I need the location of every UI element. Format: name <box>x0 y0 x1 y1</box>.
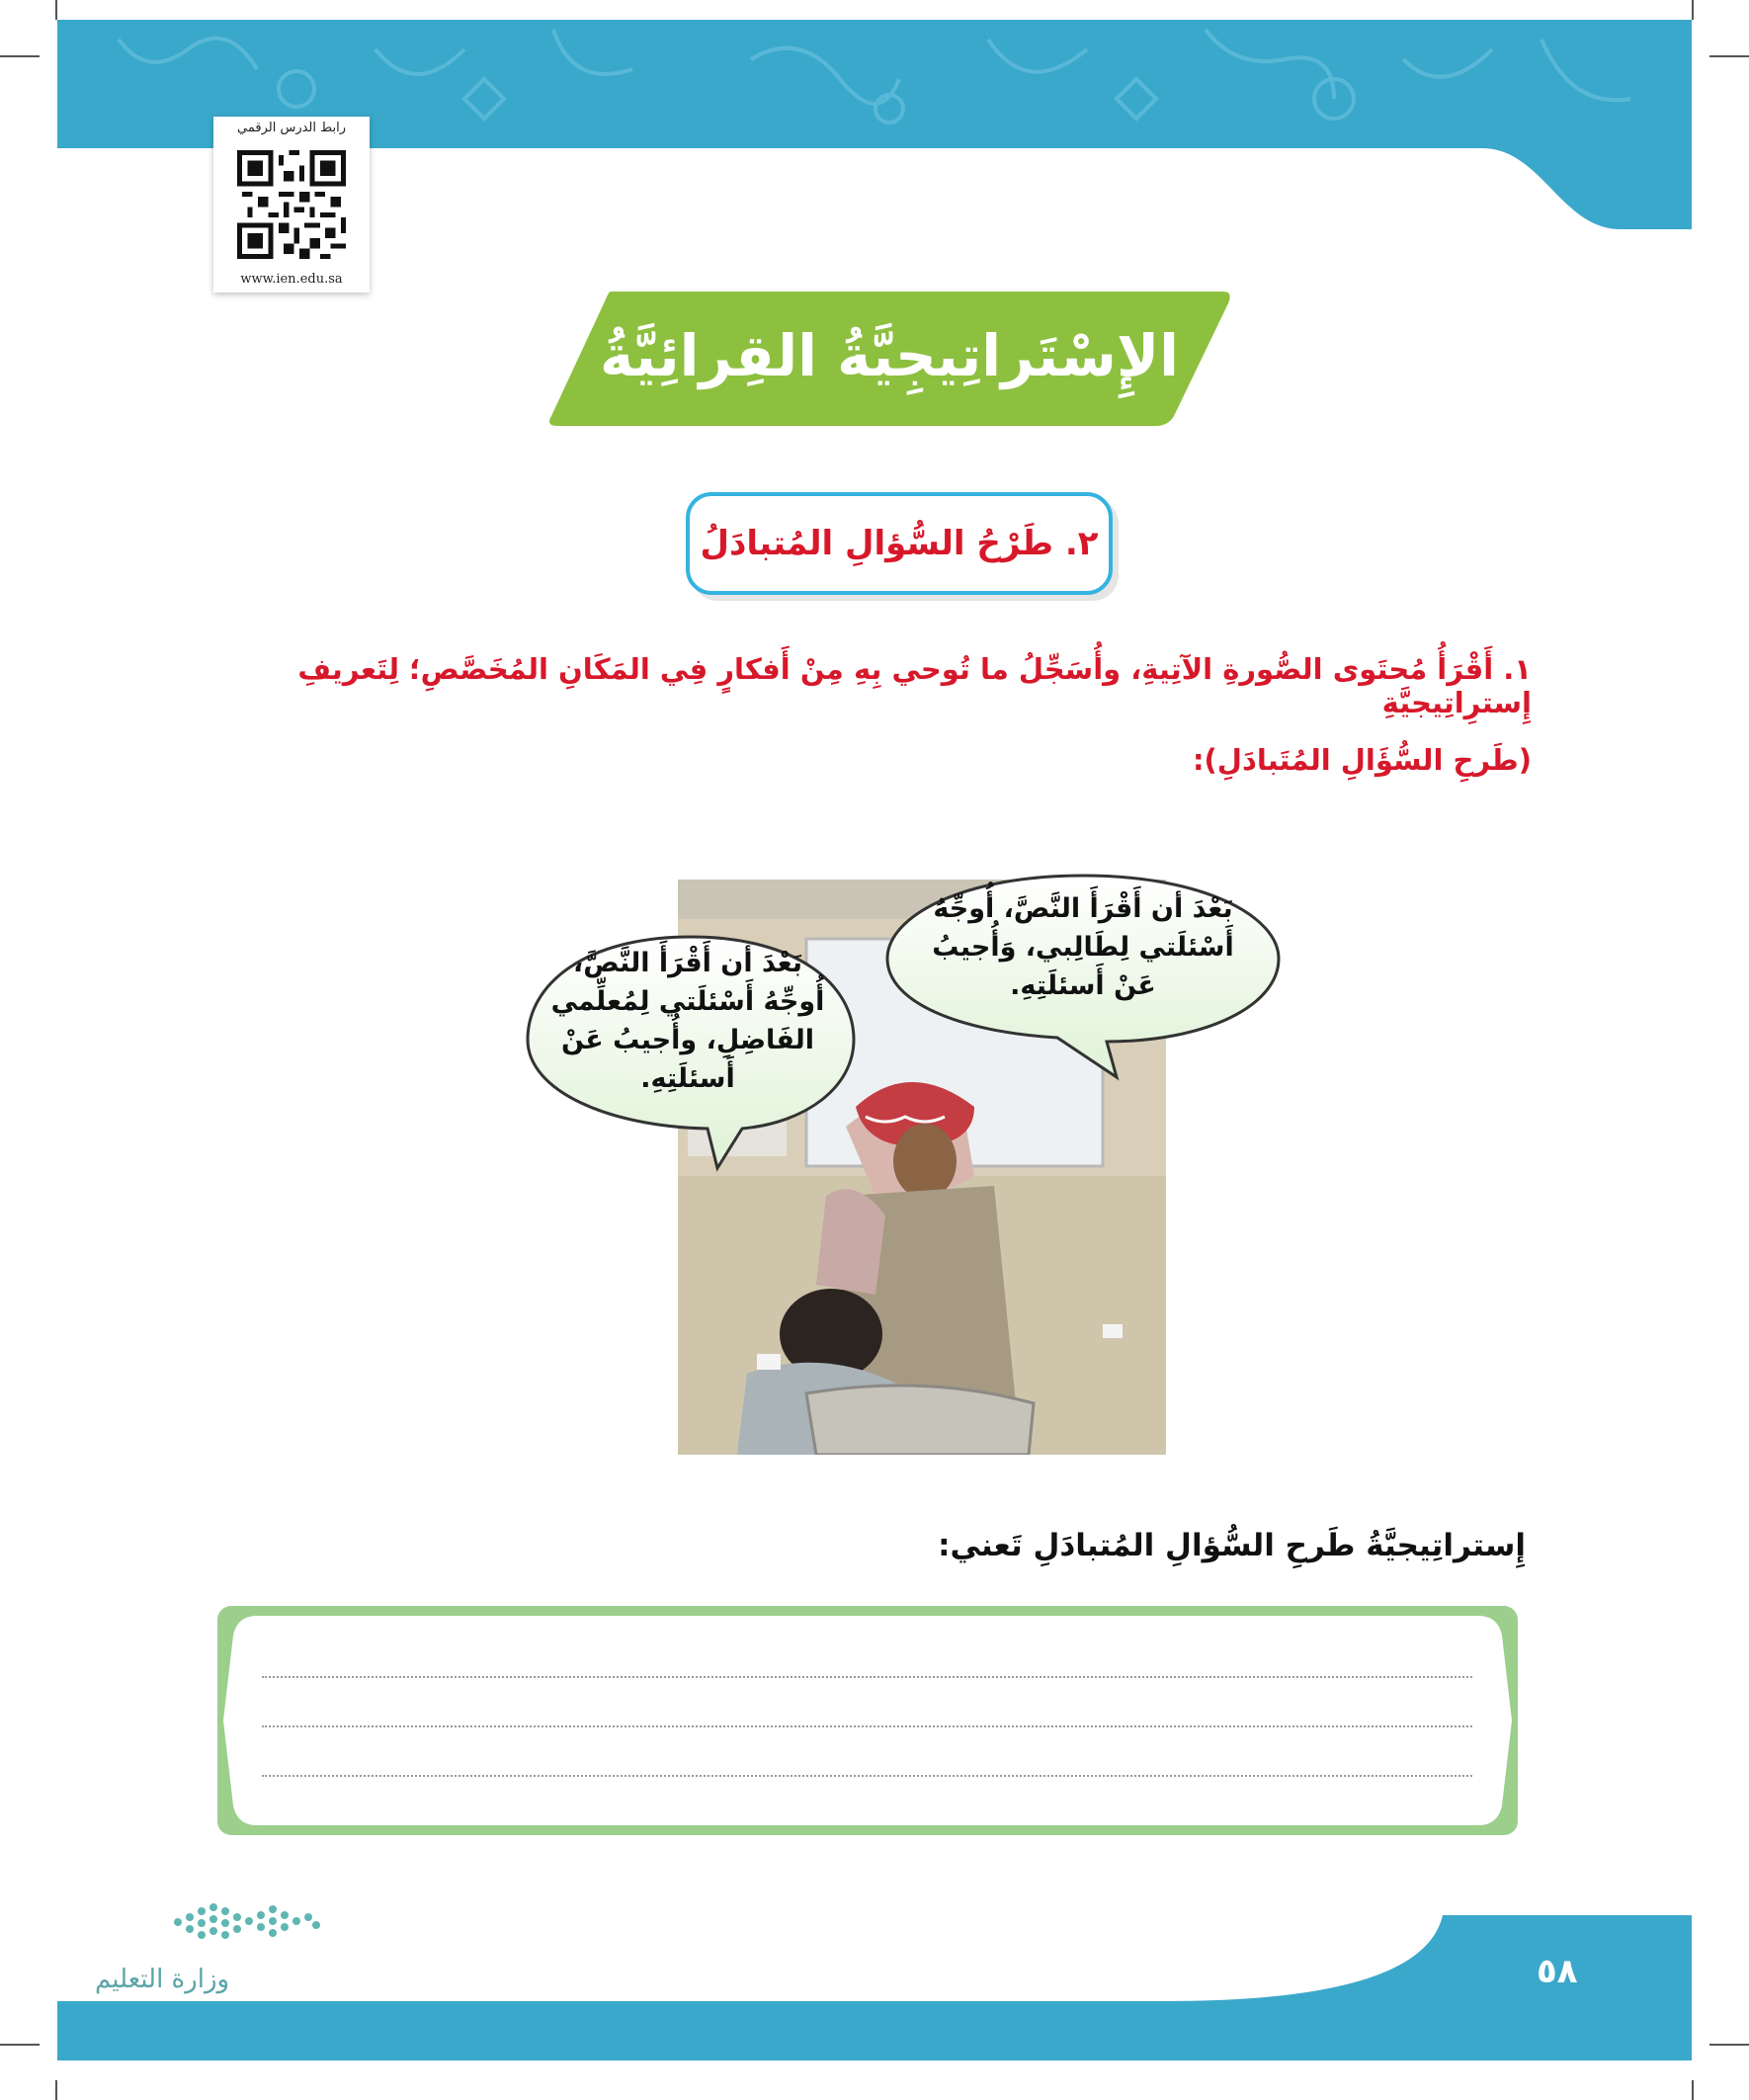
answer-box <box>217 1606 1518 1835</box>
ministry-logo-icon <box>168 1897 326 1947</box>
qr-card[interactable] <box>213 117 370 293</box>
definition-prompt: إِستراتِيجيَّةُ طَرحِ السُّؤالِ المُتبادَلِ تَعني: <box>938 1528 1526 1563</box>
page-number: ٥٨ <box>1537 1952 1578 1991</box>
section-heading-box <box>686 492 1113 595</box>
teacher-bubble-text: بَعْدَ أن أَقْرَأَ النَّصَّ، أُوجِّهُ أَسْئلَتي لِطَالِبي، وَأُجيبُ عَنْ أَسئلَتِهِ. <box>932 893 1234 1002</box>
ministry-name: وزارة التعليم <box>95 1965 230 1994</box>
section-title: ٢. طَرْحُ السُّؤالِ المُتبادَلُ <box>700 524 1099 563</box>
lesson-title: الإِسْتَراتِيجِيَّةُ القِرائِيَّةُ <box>599 322 1180 389</box>
qr-url[interactable]: www.ien.edu.sa <box>240 272 343 287</box>
answer-line-3[interactable] <box>262 1775 1472 1777</box>
answer-line-2[interactable] <box>262 1725 1472 1727</box>
qr-code-icon[interactable] <box>237 150 346 259</box>
instruction-line-1: ١. أَقْرَأُ مُحتَوى الصُّورةِ الآتِيةِ، وأُسَجِّلُ ما تُوحي بِهِ مِنْ أَفكارٍ فِي المَكَانِ المُخَصَّصِ؛ لِتَعريفِ إِسترِاتِيجيَّةِ <box>297 652 1532 719</box>
instruction-line-2: (طَرحِ السُّؤَالِ المُتَبادَلِ): <box>1192 743 1532 777</box>
student-bubble-text: بَعْدَ أن أَقْرَأَ النَّصَّ، أُوجِّهُ أَسْئلَتي لِمُعلِّمي الفَاضِلِ، وأُجيبُ عَنْ أَسئلَتِهِ. <box>550 948 825 1095</box>
qr-label: رابط الدرس الرقمي <box>237 121 346 135</box>
answer-line-1[interactable] <box>262 1676 1472 1678</box>
